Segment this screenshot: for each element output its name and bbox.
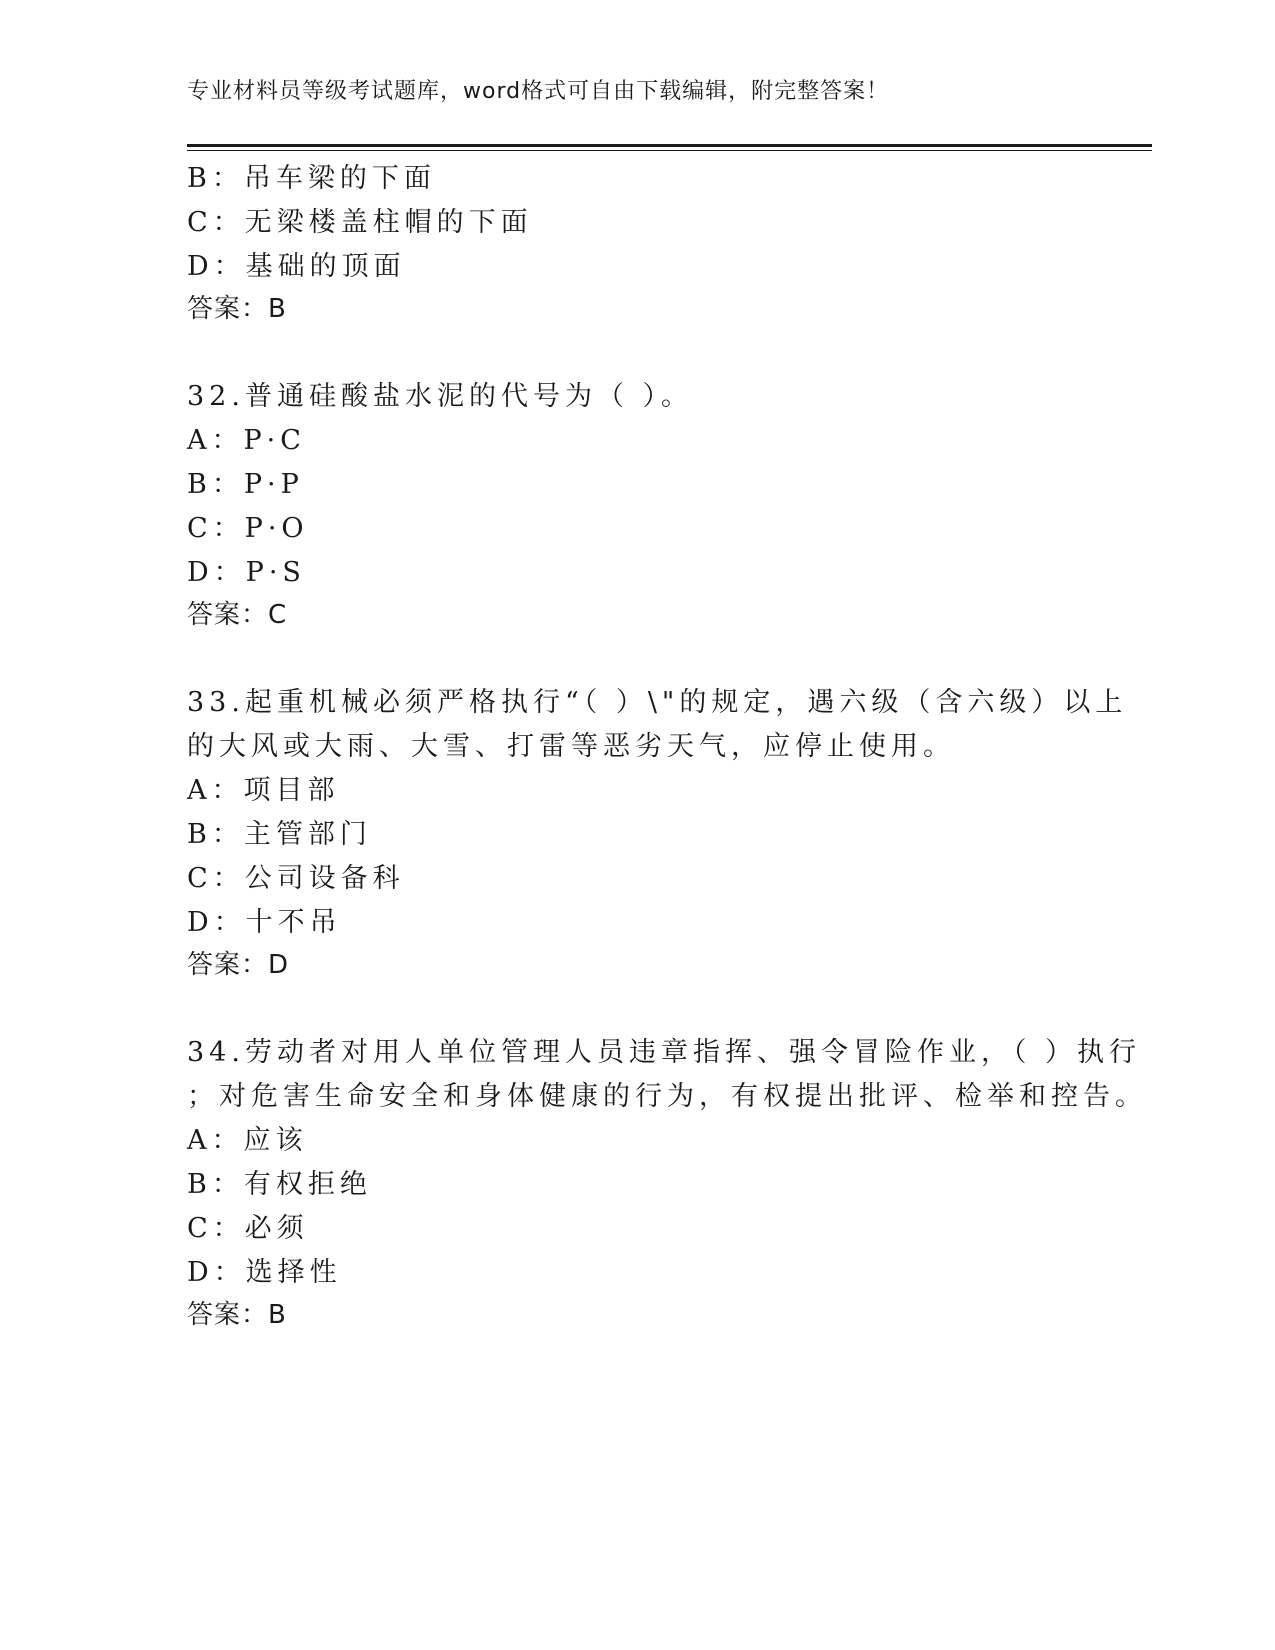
option-line: D：基础的顶面 <box>187 251 406 282</box>
option-line: C：P·O <box>187 513 309 544</box>
answer-line: 答案：D <box>187 950 290 980</box>
option-line: B：吊车梁的下面 <box>187 163 436 194</box>
option-line: C：公司设备科 <box>187 863 405 894</box>
option-line: A：P·C <box>187 425 306 456</box>
option-line: C：无梁楼盖柱帽的下面 <box>187 207 533 238</box>
question-stem: 32.普通硅酸盐水泥的代号为（ ）。 <box>187 381 694 412</box>
option-line: A：项目部 <box>187 775 340 806</box>
header-rule-thick <box>187 144 1152 147</box>
page-header: 专业材料员等级考试题库，word格式可自由下载编辑，附完整答案！ <box>187 79 890 104</box>
option-line: D：P·S <box>187 557 306 588</box>
answer-line: 答案：B <box>187 1300 287 1330</box>
option-line: B：P·P <box>187 469 304 500</box>
question-stem-continued: 的大风或大雨、大雪、打雷等恶劣天气，应停止使用。 <box>187 731 955 762</box>
header-rule-thin <box>187 150 1152 151</box>
option-line: D：十不吊 <box>187 907 342 938</box>
option-line: C：必须 <box>187 1213 309 1244</box>
option-line: A：应该 <box>187 1125 308 1156</box>
option-line: B：有权拒绝 <box>187 1169 372 1200</box>
option-line: B：主管部门 <box>187 819 372 850</box>
option-line: D：选择性 <box>187 1257 342 1288</box>
question-stem-continued: ；对危害生命安全和身体健康的行为，有权提出批评、检举和控告。 <box>187 1081 1147 1112</box>
answer-line: 答案：C <box>187 600 288 630</box>
answer-line: 答案：B <box>187 294 287 324</box>
question-stem: 34.劳动者对用人单位管理人员违章指挥、强令冒险作业，（ ）执行 <box>187 1037 1142 1068</box>
question-stem: 33.起重机械必须严格执行“（ ）\"的规定，遇六级（含六级）以上 <box>187 687 1128 718</box>
